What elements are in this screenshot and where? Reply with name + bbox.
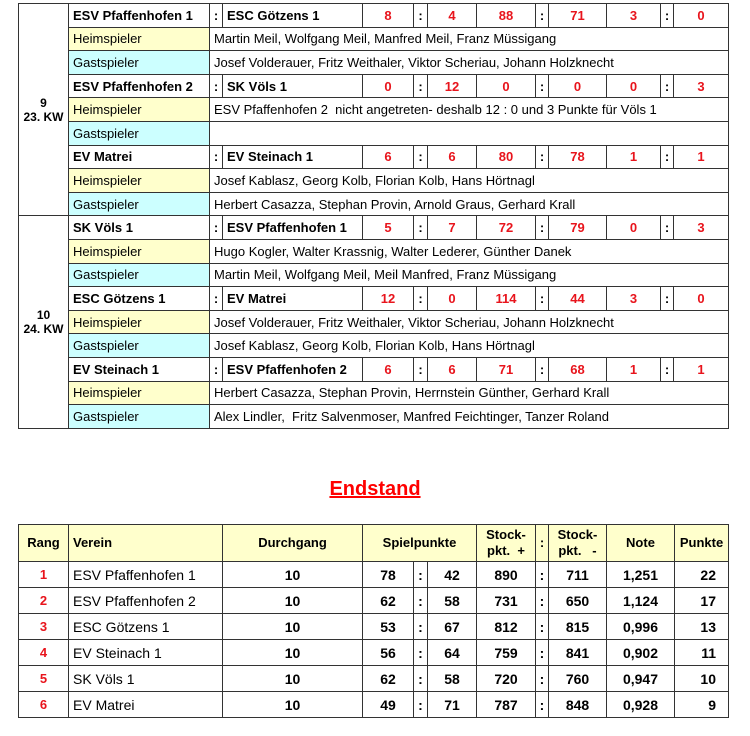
spielpunkte-plus: 53 bbox=[363, 614, 414, 640]
gastspieler-label: Gastspieler bbox=[69, 121, 210, 145]
header-stock-minus-line1: Stock- bbox=[557, 527, 598, 542]
durchgang: 10 bbox=[223, 640, 363, 666]
club-name: SK Völs 1 bbox=[69, 666, 223, 692]
team-separator: : bbox=[210, 145, 223, 169]
away-team: ESV Pfaffenhofen 2 bbox=[223, 357, 363, 381]
gastspieler-names: Josef Kablasz, Georg Kolb, Florian Kolb, Hans Hörtnagl bbox=[210, 334, 729, 358]
separator: : bbox=[536, 614, 549, 640]
standings-header-row bbox=[19, 525, 729, 562]
heimspieler-label: Heimspieler bbox=[69, 27, 210, 51]
heimspieler-names: Hugo Kogler, Walter Krassnig, Walter Lederer, Günther Danek bbox=[210, 239, 729, 263]
durchgang: 10 bbox=[223, 562, 363, 588]
club-name: ESC Götzens 1 bbox=[69, 614, 223, 640]
stockpunkte-home: 114 bbox=[477, 287, 536, 311]
spielpunkte-away: 6 bbox=[428, 357, 477, 381]
punkte: 9 bbox=[675, 692, 729, 718]
heimspieler-label: Heimspieler bbox=[69, 169, 210, 193]
spielpunkte-home: 12 bbox=[363, 287, 414, 311]
team-separator: : bbox=[210, 4, 223, 28]
punkte-home: 1 bbox=[607, 145, 661, 169]
away-team: EV Matrei bbox=[223, 287, 363, 311]
punkte-away: 3 bbox=[674, 74, 729, 98]
round-cell bbox=[19, 216, 69, 428]
gastspieler-row bbox=[19, 405, 729, 429]
stockpunkte-home: 88 bbox=[477, 4, 536, 28]
separator: : bbox=[536, 357, 549, 381]
punkte-home: 0 bbox=[607, 216, 661, 240]
spielpunkte-plus: 62 bbox=[363, 588, 414, 614]
punkte: 10 bbox=[675, 666, 729, 692]
punkte-home: 1 bbox=[607, 357, 661, 381]
punkte-home: 3 bbox=[607, 4, 661, 28]
stockpunkte-away: 44 bbox=[549, 287, 607, 311]
note: 0,996 bbox=[607, 614, 675, 640]
separator: : bbox=[536, 287, 549, 311]
separator: : bbox=[414, 562, 428, 588]
separator: : bbox=[414, 357, 428, 381]
gastspieler-row bbox=[19, 51, 729, 75]
spielpunkte-away: 6 bbox=[428, 145, 477, 169]
gastspieler-row bbox=[19, 263, 729, 287]
separator: : bbox=[536, 692, 549, 718]
home-team: EV Matrei bbox=[69, 145, 210, 169]
stockpunkte-plus: 759 bbox=[477, 640, 536, 666]
stockpunkte-away: 0 bbox=[549, 74, 607, 98]
punkte-away: 3 bbox=[674, 216, 729, 240]
separator: : bbox=[414, 588, 428, 614]
spielpunkte-minus: 71 bbox=[428, 692, 477, 718]
note: 0,902 bbox=[607, 640, 675, 666]
rank: 4 bbox=[19, 640, 69, 666]
match-row bbox=[19, 287, 729, 311]
club-name: ESV Pfaffenhofen 1 bbox=[69, 562, 223, 588]
stockpunkte-minus: 848 bbox=[549, 692, 607, 718]
gastspieler-label: Gastspieler bbox=[69, 263, 210, 287]
team-separator: : bbox=[210, 74, 223, 98]
stockpunkte-minus: 711 bbox=[549, 562, 607, 588]
heimspieler-label: Heimspieler bbox=[69, 239, 210, 263]
spielpunkte-plus: 78 bbox=[363, 562, 414, 588]
stockpunkte-plus: 720 bbox=[477, 666, 536, 692]
standings-title: Endstand bbox=[329, 478, 421, 500]
match-row bbox=[19, 145, 729, 169]
standings-table bbox=[18, 524, 729, 718]
home-team: ESC Götzens 1 bbox=[69, 287, 210, 311]
header-note: Note bbox=[607, 525, 675, 562]
gastspieler-label: Gastspieler bbox=[69, 405, 210, 429]
punkte-away: 1 bbox=[674, 357, 729, 381]
calendar-week: 24. KW bbox=[23, 322, 64, 337]
calendar-week: 23. KW bbox=[23, 109, 64, 124]
round-number: 9 bbox=[40, 95, 47, 110]
separator: : bbox=[536, 640, 549, 666]
away-team: ESV Pfaffenhofen 1 bbox=[223, 216, 363, 240]
header-stock-minus-line2: pkt. - bbox=[558, 543, 597, 558]
durchgang: 10 bbox=[223, 588, 363, 614]
punkte: 22 bbox=[675, 562, 729, 588]
gastspieler-names: Josef Volderauer, Fritz Weithaler, Viktor Scheriau, Johann Holzknecht bbox=[210, 51, 729, 75]
spielpunkte-home: 8 bbox=[363, 4, 414, 28]
separator: : bbox=[536, 562, 549, 588]
rank: 3 bbox=[19, 614, 69, 640]
spielpunkte-home: 6 bbox=[363, 145, 414, 169]
standings-row bbox=[19, 666, 729, 692]
match-row bbox=[19, 4, 729, 28]
punkte: 11 bbox=[675, 640, 729, 666]
spielpunkte-away: 7 bbox=[428, 216, 477, 240]
separator: : bbox=[414, 692, 428, 718]
standings-row bbox=[19, 640, 729, 666]
stockpunkte-away: 78 bbox=[549, 145, 607, 169]
punkte-away: 0 bbox=[674, 4, 729, 28]
stockpunkte-home: 71 bbox=[477, 357, 536, 381]
stockpunkte-minus: 841 bbox=[549, 640, 607, 666]
home-team: ESV Pfaffenhofen 1 bbox=[69, 4, 210, 28]
separator: : bbox=[661, 4, 674, 28]
standings-row bbox=[19, 614, 729, 640]
note: 1,124 bbox=[607, 588, 675, 614]
match-row bbox=[19, 216, 729, 240]
rank: 2 bbox=[19, 588, 69, 614]
separator: : bbox=[661, 357, 674, 381]
gastspieler-names bbox=[210, 121, 729, 145]
standings-row bbox=[19, 562, 729, 588]
gastspieler-row bbox=[19, 121, 729, 145]
separator: : bbox=[536, 145, 549, 169]
spielpunkte-home: 6 bbox=[363, 357, 414, 381]
heimspieler-names: Josef Kablasz, Georg Kolb, Florian Kolb, Hans Hörtnagl bbox=[210, 169, 729, 193]
away-team: ESC Götzens 1 bbox=[223, 4, 363, 28]
gastspieler-names: Martin Meil, Wolfgang Meil, Meil Manfred, Franz Müssigang bbox=[210, 263, 729, 287]
club-name: EV Matrei bbox=[69, 692, 223, 718]
stockpunkte-minus: 760 bbox=[549, 666, 607, 692]
header-durchgang: Durchgang bbox=[223, 525, 363, 562]
gastspieler-row bbox=[19, 334, 729, 358]
note: 0,928 bbox=[607, 692, 675, 718]
heimspieler-row bbox=[19, 27, 729, 51]
stockpunkte-minus: 815 bbox=[549, 614, 607, 640]
gastspieler-row bbox=[19, 192, 729, 216]
header-stock-minus bbox=[549, 525, 607, 562]
header-stock-plus bbox=[477, 525, 536, 562]
stockpunkte-plus: 787 bbox=[477, 692, 536, 718]
stockpunkte-home: 80 bbox=[477, 145, 536, 169]
stockpunkte-minus: 650 bbox=[549, 588, 607, 614]
heimspieler-row bbox=[19, 239, 729, 263]
stockpunkte-home: 72 bbox=[477, 216, 536, 240]
note: 1,251 bbox=[607, 562, 675, 588]
spielpunkte-plus: 62 bbox=[363, 666, 414, 692]
header-stock-plus-line2: pkt. + bbox=[487, 543, 525, 558]
rank: 1 bbox=[19, 562, 69, 588]
separator: : bbox=[661, 216, 674, 240]
separator: : bbox=[414, 666, 428, 692]
spielpunkte-minus: 58 bbox=[428, 588, 477, 614]
punkte: 17 bbox=[675, 588, 729, 614]
away-team: EV Steinach 1 bbox=[223, 145, 363, 169]
spielpunkte-home: 5 bbox=[363, 216, 414, 240]
separator: : bbox=[536, 588, 549, 614]
spielpunkte-away: 4 bbox=[428, 4, 477, 28]
separator: : bbox=[661, 145, 674, 169]
heimspieler-names: ESV Pfaffenhofen 2 nicht angetreten- deshalb 12 : 0 und 3 Punkte für Völs 1 bbox=[210, 98, 729, 122]
separator: : bbox=[536, 216, 549, 240]
standings-row bbox=[19, 692, 729, 718]
punkte: 13 bbox=[675, 614, 729, 640]
heimspieler-label: Heimspieler bbox=[69, 310, 210, 334]
rank: 5 bbox=[19, 666, 69, 692]
stockpunkte-away: 79 bbox=[549, 216, 607, 240]
stockpunkte-plus: 812 bbox=[477, 614, 536, 640]
round-cell bbox=[19, 4, 69, 216]
gastspieler-label: Gastspieler bbox=[69, 334, 210, 358]
heimspieler-row bbox=[19, 169, 729, 193]
away-team: SK Völs 1 bbox=[223, 74, 363, 98]
separator: : bbox=[414, 614, 428, 640]
punkte-away: 0 bbox=[674, 287, 729, 311]
spielpunkte-plus: 56 bbox=[363, 640, 414, 666]
heimspieler-label: Heimspieler bbox=[69, 381, 210, 405]
spielpunkte-minus: 58 bbox=[428, 666, 477, 692]
stockpunkte-away: 68 bbox=[549, 357, 607, 381]
durchgang: 10 bbox=[223, 666, 363, 692]
heimspieler-names: Josef Volderauer, Fritz Weithaler, Viktor Scheriau, Johann Holzknecht bbox=[210, 310, 729, 334]
match-row bbox=[19, 74, 729, 98]
gastspieler-label: Gastspieler bbox=[69, 192, 210, 216]
header-verein: Verein bbox=[69, 525, 223, 562]
team-separator: : bbox=[210, 357, 223, 381]
separator: : bbox=[414, 216, 428, 240]
header-separator: : bbox=[536, 525, 549, 562]
stockpunkte-away: 71 bbox=[549, 4, 607, 28]
header-stock-plus-line1: Stock- bbox=[486, 527, 526, 542]
separator: : bbox=[414, 74, 428, 98]
match-row bbox=[19, 357, 729, 381]
club-name: ESV Pfaffenhofen 2 bbox=[69, 588, 223, 614]
spielpunkte-minus: 42 bbox=[428, 562, 477, 588]
heimspieler-row bbox=[19, 381, 729, 405]
team-separator: : bbox=[210, 287, 223, 311]
home-team: SK Völs 1 bbox=[69, 216, 210, 240]
separator: : bbox=[661, 287, 674, 311]
stockpunkte-home: 0 bbox=[477, 74, 536, 98]
punkte-away: 1 bbox=[674, 145, 729, 169]
round-number: 10 bbox=[36, 308, 51, 323]
home-team: EV Steinach 1 bbox=[69, 357, 210, 381]
heimspieler-names: Martin Meil, Wolfgang Meil, Manfred Meil, Franz Müssigang bbox=[210, 27, 729, 51]
separator: : bbox=[661, 74, 674, 98]
heimspieler-names: Herbert Casazza, Stephan Provin, Herrnstein Günther, Gerhard Krall bbox=[210, 381, 729, 405]
punkte-home: 0 bbox=[607, 74, 661, 98]
header-spielpunkte: Spielpunkte bbox=[363, 525, 477, 562]
spielpunkte-minus: 64 bbox=[428, 640, 477, 666]
gastspieler-label: Gastspieler bbox=[69, 51, 210, 75]
separator: : bbox=[414, 287, 428, 311]
gastspieler-names: Herbert Casazza, Stephan Provin, Arnold Graus, Gerhard Krall bbox=[210, 192, 729, 216]
gastspieler-names: Alex Lindler, Fritz Salvenmoser, Manfred Feichtinger, Tanzer Roland bbox=[210, 405, 729, 429]
heimspieler-row bbox=[19, 98, 729, 122]
stockpunkte-plus: 731 bbox=[477, 588, 536, 614]
stockpunkte-plus: 890 bbox=[477, 562, 536, 588]
separator: : bbox=[536, 74, 549, 98]
heimspieler-label: Heimspieler bbox=[69, 98, 210, 122]
spielpunkte-away: 12 bbox=[428, 74, 477, 98]
separator: : bbox=[536, 4, 549, 28]
durchgang: 10 bbox=[223, 692, 363, 718]
spielpunkte-plus: 49 bbox=[363, 692, 414, 718]
durchgang: 10 bbox=[223, 614, 363, 640]
team-separator: : bbox=[210, 216, 223, 240]
heimspieler-row bbox=[19, 310, 729, 334]
header-rang: Rang bbox=[19, 525, 69, 562]
spielpunkte-home: 0 bbox=[363, 74, 414, 98]
home-team: ESV Pfaffenhofen 2 bbox=[69, 74, 210, 98]
header-punkte: Punkte bbox=[675, 525, 729, 562]
separator: : bbox=[414, 4, 428, 28]
punkte-home: 3 bbox=[607, 287, 661, 311]
spielpunkte-minus: 67 bbox=[428, 614, 477, 640]
club-name: EV Steinach 1 bbox=[69, 640, 223, 666]
rank: 6 bbox=[19, 692, 69, 718]
separator: : bbox=[414, 640, 428, 666]
spielpunkte-away: 0 bbox=[428, 287, 477, 311]
separator: : bbox=[536, 666, 549, 692]
separator: : bbox=[414, 145, 428, 169]
note: 0,947 bbox=[607, 666, 675, 692]
match-results-table bbox=[18, 3, 729, 429]
standings-row bbox=[19, 588, 729, 614]
